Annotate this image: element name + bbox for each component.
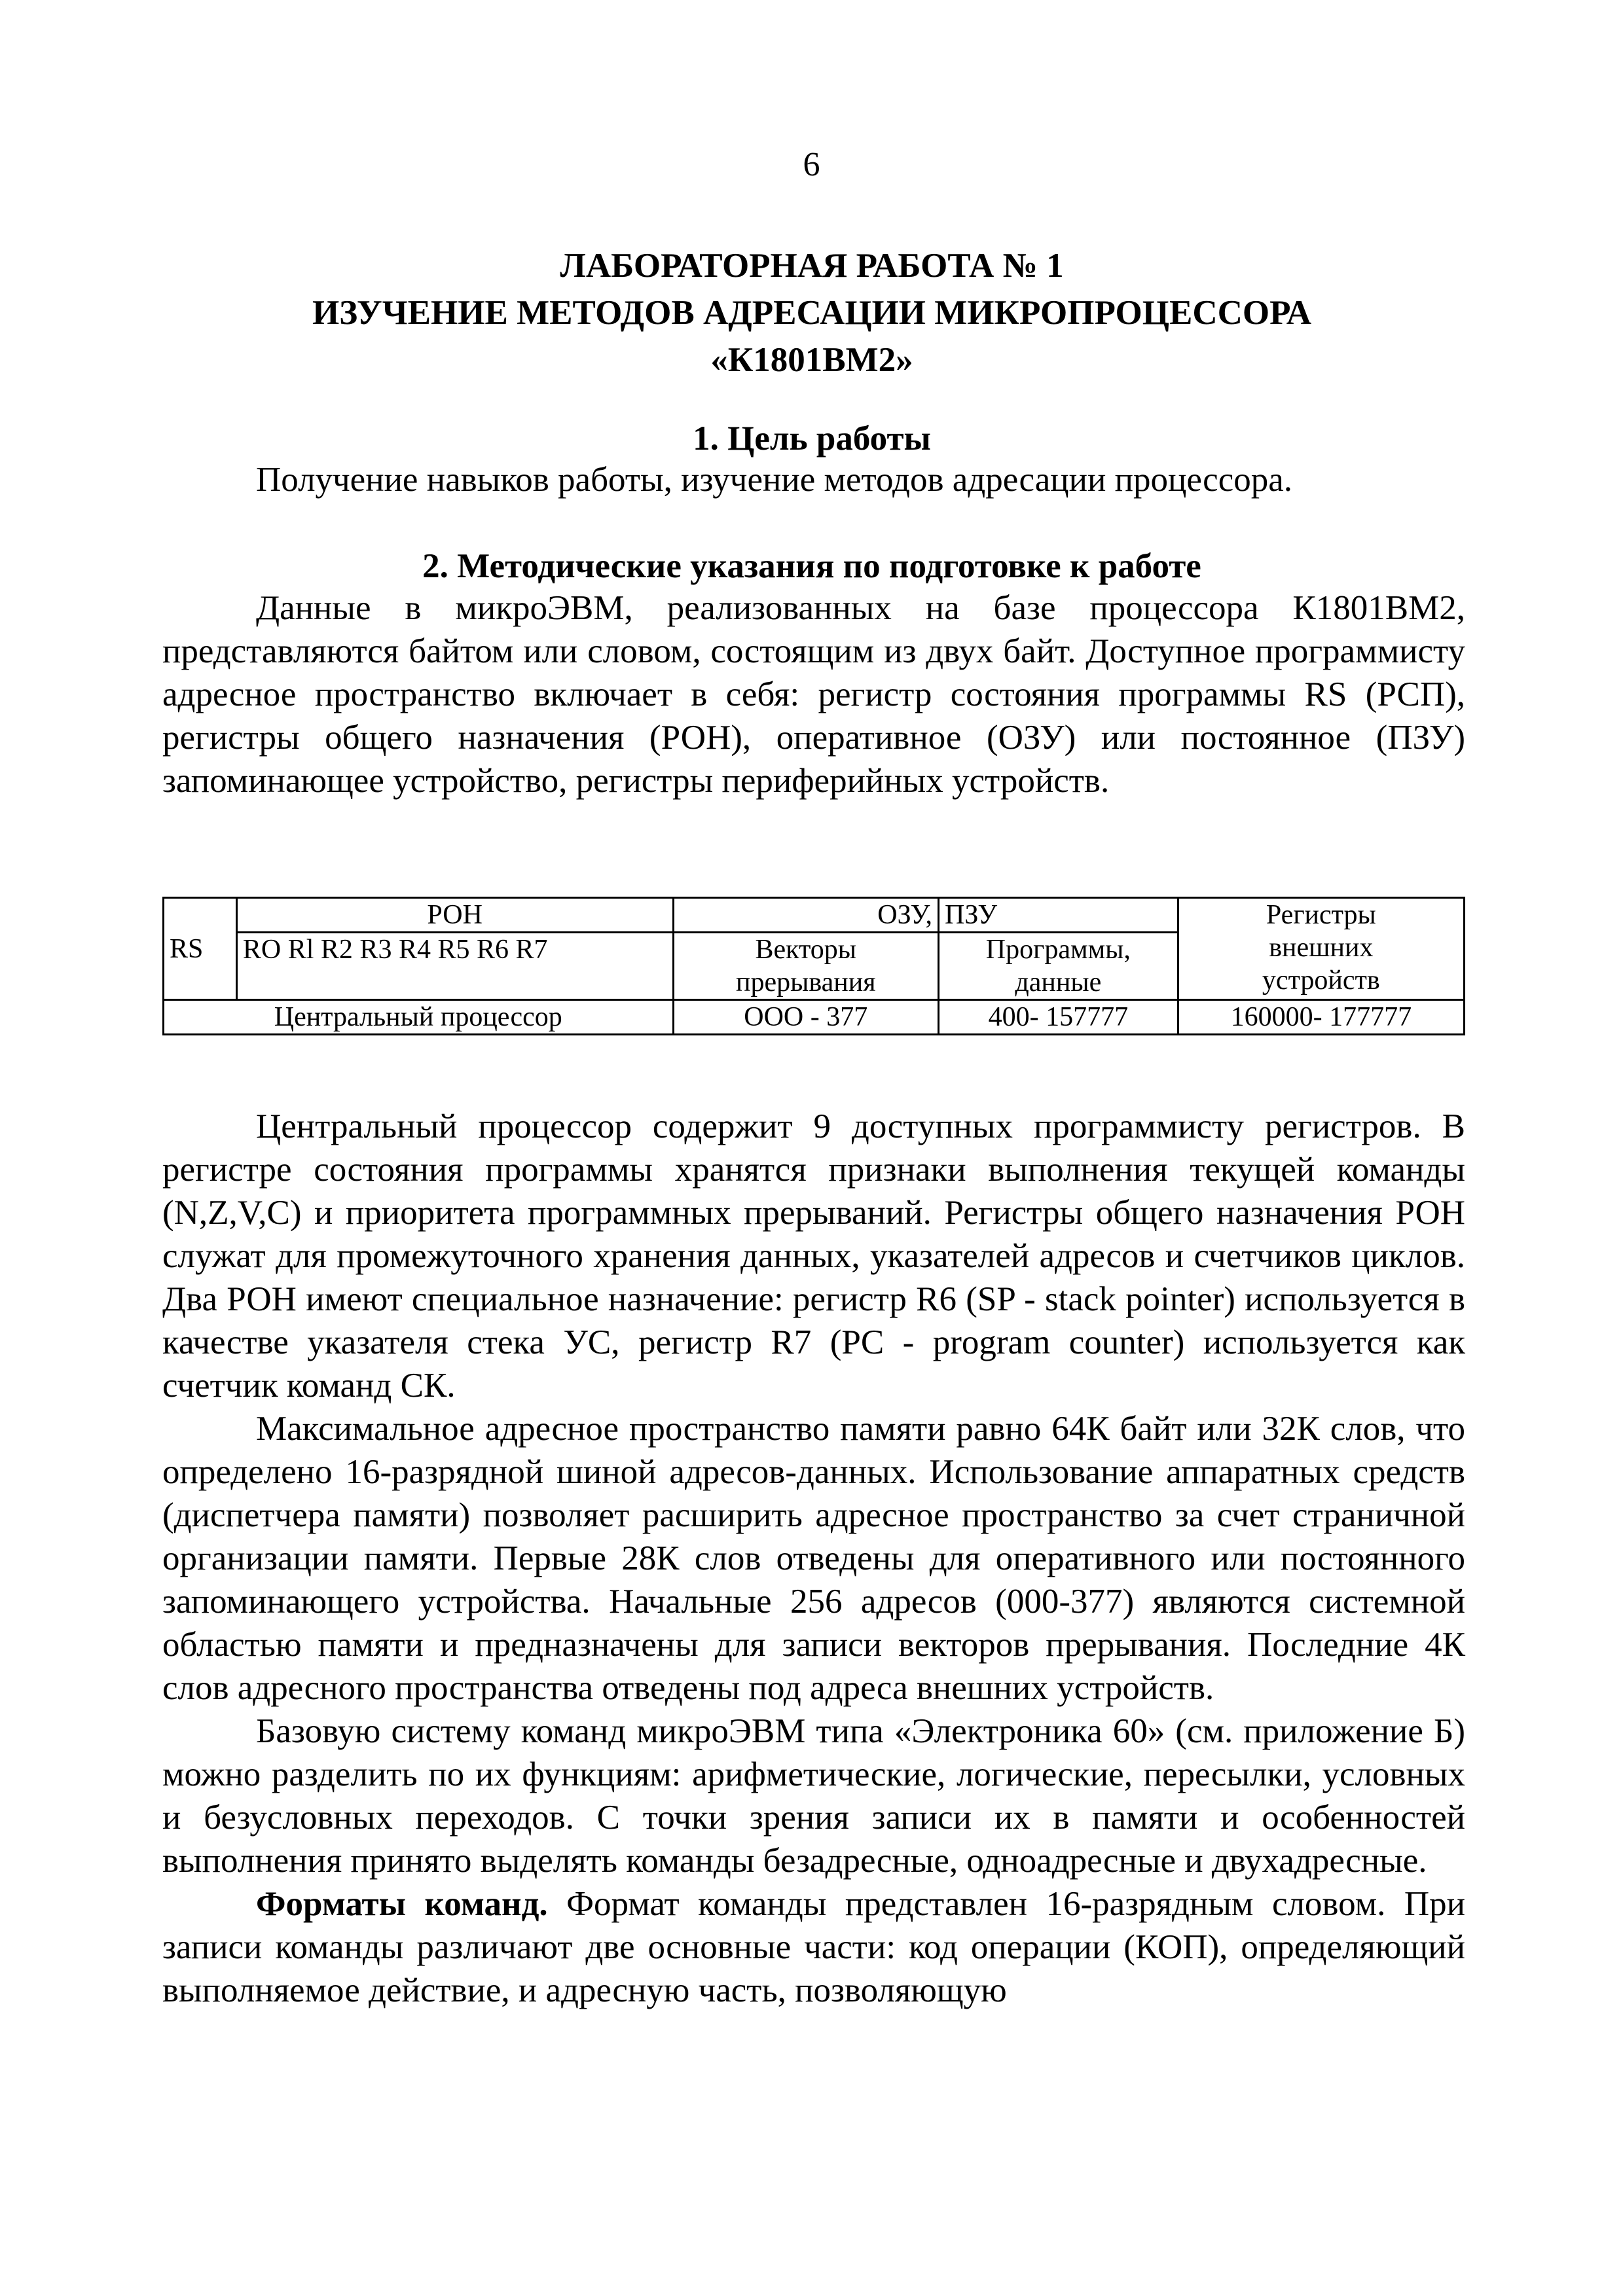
vectors-line-2: прерывания [736,967,876,997]
page-number: 6 [803,146,820,183]
table-cell-rs: RS [164,933,237,1000]
title-line-3: «К1801ВМ2» [710,341,913,379]
title-line-2: ИЗУЧЕНИЕ МЕТОДОВ АДРЕСАЦИИ МИКРОПРОЦЕССОРА [312,294,1311,332]
title-line-1: ЛАБОРАТОРНАЯ РАБОТА № 1 [560,247,1064,285]
paragraph: Данные в микроЭВМ, реализованных на базе процессора К1801ВМ2, представляются байтом или словом, состоящим из двух байт. Доступное программисту адресное пространство включает в себя: регистр состояния программы RS (РСП), регистры общего назначения (РОН), оперативное (ОЗУ) или постоянное (ПЗУ) запоминающее устройство, регистры периферийных устройств. [162,589,1465,800]
programs-line-1: Программы, [985,935,1131,965]
table-cell-range-1: ООО - 377 [673,1000,939,1035]
bold-lead: Форматы команд. [256,1885,548,1923]
table-cell-external-registers [1178,898,1464,1000]
table-cell-range-3: 160000- 177777 [1178,1000,1464,1035]
table-row [164,1000,1465,1035]
section-2-heading: 2. Методические указания по подготовке к работе [422,547,1201,585]
table-cell-rs-top [164,898,237,933]
table-cell-ozu: ОЗУ, [673,898,939,933]
vectors-line-1: Векторы [755,935,857,965]
section-2-paragraph-1 [162,586,1465,802]
paragraph: Базовую систему команд микроЭВМ типа «Электроника 60» (см. приложение Б) можно разделить по их функциям: арифметические, логические, пересылки, условных и безусловных переходов. С точки зрения записи их в памяти и особенностей выполнения принято выделять команды безадресные, одноадресные и двухадресные. [162,1712,1465,1880]
table-cell-registers: RO Rl R2 R3 R4 R5 R6 R7 [236,933,673,1000]
table-cell-range-2: 400- 157777 [939,1000,1178,1035]
address-space-table [162,897,1465,1035]
section-1-text: Получение навыков работы, изучение методов адресации процессора. [256,461,1292,499]
ext-line-2: внешних [1269,933,1374,963]
paragraph [162,1882,1465,2012]
table-row [164,898,1465,933]
ext-line-1: Регистры [1266,900,1376,930]
table-cell-vectors [673,933,939,1000]
table-cell-programs [939,933,1178,1000]
section-1-heading: 1. Цель работы [693,420,931,457]
main-text [162,1105,1465,2012]
ext-line-3: устройств [1262,965,1380,996]
paragraph: Максимальное адресное пространство памяти равно 64К байт или 32К слов, что определено 16-разрядной шиной адресов-данных. Использование аппаратных средств (диспетчера памяти) позволяет расширить адресное пространство за счет страничной организации памяти. Первые 28К слов отведены для оперативного или постоянного запоминающего устройства. Начальные 256 адресов (000-377) являются системной областью памяти и предназначены для записи векторов прерывания. Последние 4К слов адресного пространства отведены под адреса внешних устройств. [162,1410,1465,1707]
lab-title [170,242,1453,384]
table-cell-pzu: ПЗУ [939,898,1178,933]
paragraph-text: Формат команды представлен 16-разрядным словом. При записи команды различают две основные части: код операции (КОП), определяющий выполняемое действие, и адресную часть, позволяющую [162,1885,1465,2009]
paragraph: Центральный процессор содержит 9 доступных программисту регистров. В регистре состояния программы хранятся признаки выполнения текущей команды (N,Z,V,C) и приоритета программных прерываний. Регистры общего назначения РОН служат для промежуточного хранения данных, указателей адресов и счетчиков циклов. Два РОН имеют специальное назначение: регистр R6 (SP - stack pointer) используется в качестве указателя стека УС, регистр R7 (PC - program counter) используется как счетчик команд СК. [162,1107,1465,1405]
programs-line-2: данные [1015,967,1102,997]
table-cell-ron: РОН [236,898,673,933]
table-cell-cpu: Центральный процессор [164,1000,674,1035]
